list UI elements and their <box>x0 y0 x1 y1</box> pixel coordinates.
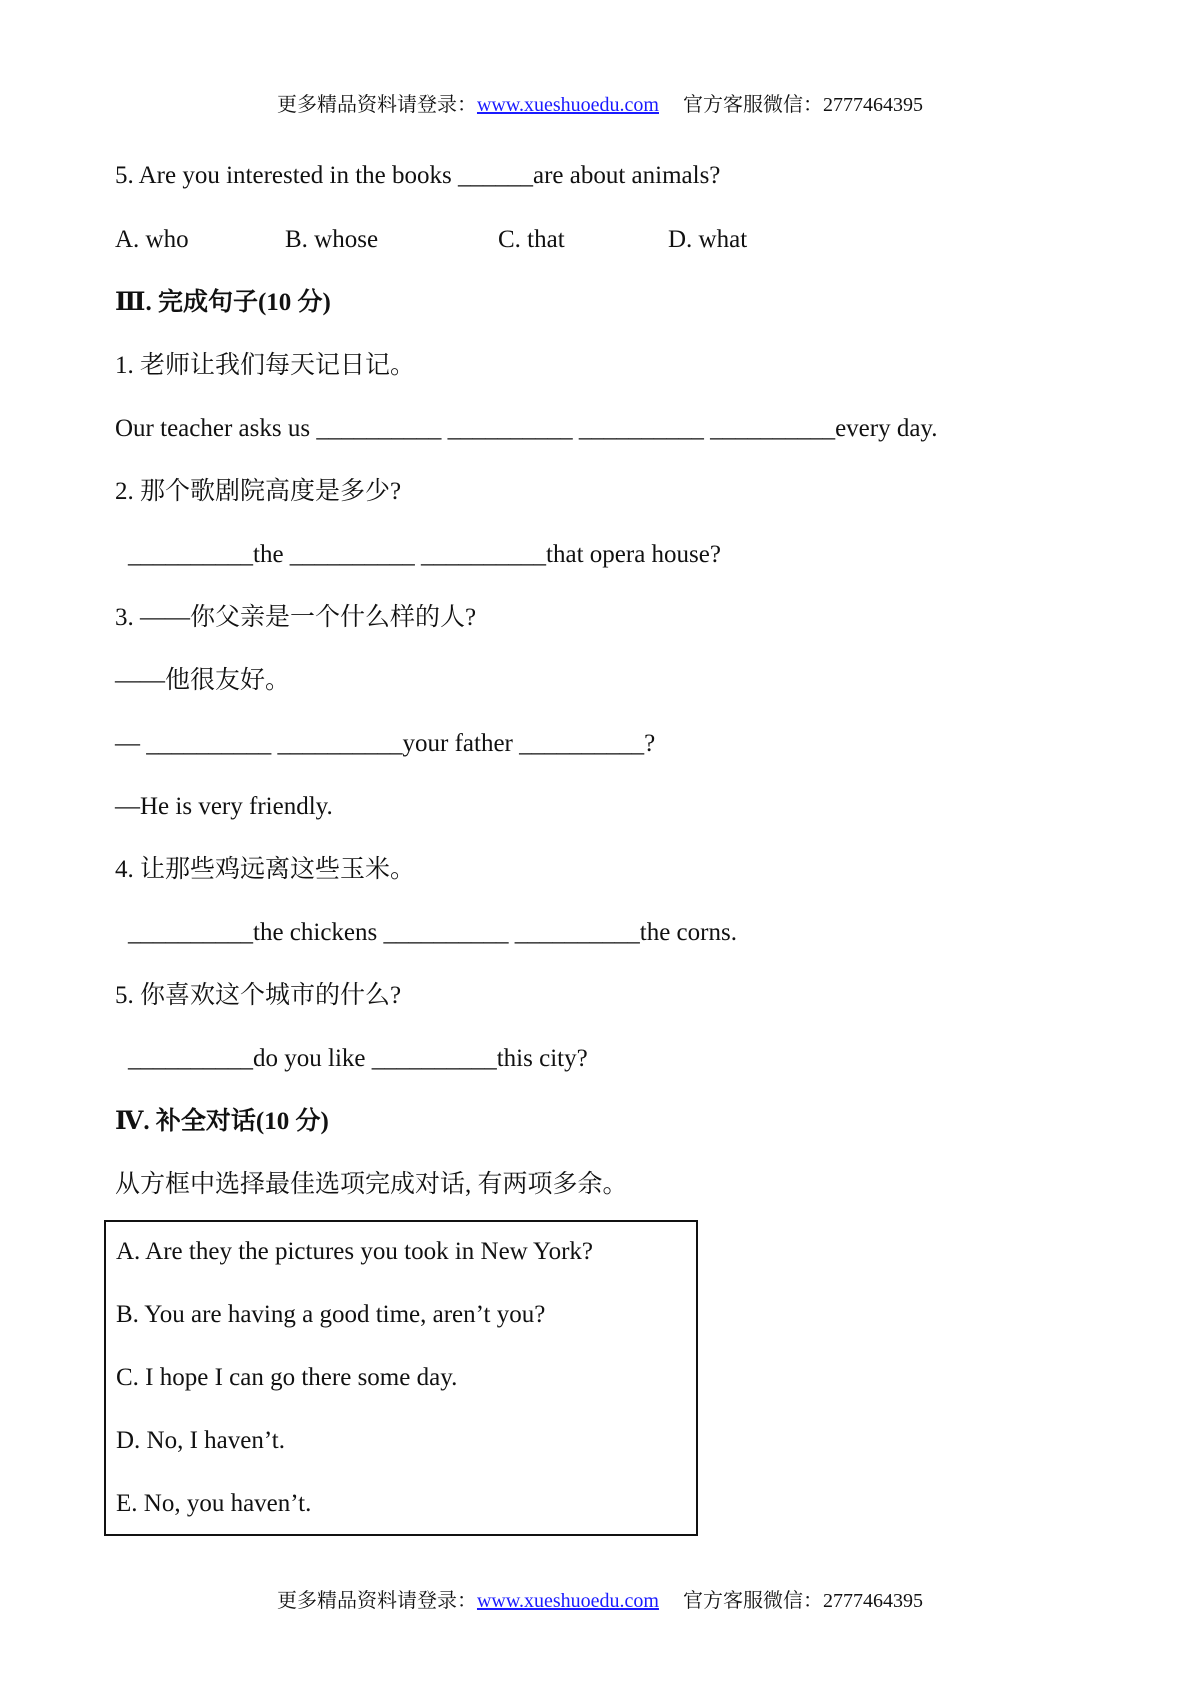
options-box <box>104 1220 698 1536</box>
header-service-contact: 官方客服微信：2777464395 <box>683 94 923 116</box>
s3-item-3-chinese-a: ——他很友好。 <box>115 667 291 694</box>
page-header <box>0 88 1200 117</box>
question-5-options <box>115 225 815 255</box>
box-option-b: B. You are having a good time, aren’t you? <box>116 1301 546 1328</box>
header-website-link[interactable]: www.xueshuoedu.com <box>476 94 659 116</box>
s3-item-4-chinese: 4. 让那些鸡远离这些玉米。 <box>115 856 416 883</box>
option-a: A. who <box>115 226 189 253</box>
s3-item-2-chinese: 2. 那个歌剧院高度是多少? <box>115 478 402 505</box>
box-option-a: A. Are they the pictures you took in New York? <box>116 1238 594 1265</box>
s3-item-5-chinese: 5. 你喜欢这个城市的什么? <box>115 982 402 1009</box>
header-prefix: 更多精品资料请登录： <box>276 94 477 116</box>
option-b: B. whose <box>285 226 379 253</box>
s3-item-2-english: __________the __________ __________that opera house? <box>128 541 721 568</box>
s3-item-3-english-q: — __________ __________your father __________? <box>115 730 656 757</box>
footer-website-link[interactable]: www.xueshuoedu.com <box>476 1590 659 1612</box>
s3-item-4-english: __________the chickens __________ __________the corns. <box>128 919 737 946</box>
option-c: C. that <box>498 226 565 253</box>
s3-item-1-chinese: 1. 老师让我们每天记日记。 <box>115 352 416 379</box>
footer-prefix: 更多精品资料请登录： <box>276 1590 477 1612</box>
s3-item-3-english-a: —He is very friendly. <box>115 793 333 820</box>
question-5-text: 5. Are you interested in the books ______are about animals? <box>115 162 721 189</box>
page-footer <box>0 1584 1200 1613</box>
section-4-heading: Ⅳ. 补全对话(10 分) <box>115 1108 329 1135</box>
section-4-instruction: 从方框中选择最佳选项完成对话, 有两项多余。 <box>115 1171 628 1198</box>
section-3-heading: Ⅲ. 完成句子(10 分) <box>115 289 331 316</box>
option-d: D. what <box>668 226 748 253</box>
s3-item-5-english: __________do you like __________this city? <box>128 1045 588 1072</box>
box-option-e: E. No, you haven’t. <box>116 1490 312 1517</box>
footer-service-contact: 官方客服微信：2777464395 <box>683 1590 923 1612</box>
s3-item-1-english: Our teacher asks us __________ __________ __________ __________every day. <box>115 415 938 442</box>
box-option-d: D. No, I haven’t. <box>116 1427 285 1454</box>
box-option-c: C. I hope I can go there some day. <box>116 1364 458 1391</box>
s3-item-3-chinese-q: 3. ——你父亲是一个什么样的人? <box>115 604 477 631</box>
